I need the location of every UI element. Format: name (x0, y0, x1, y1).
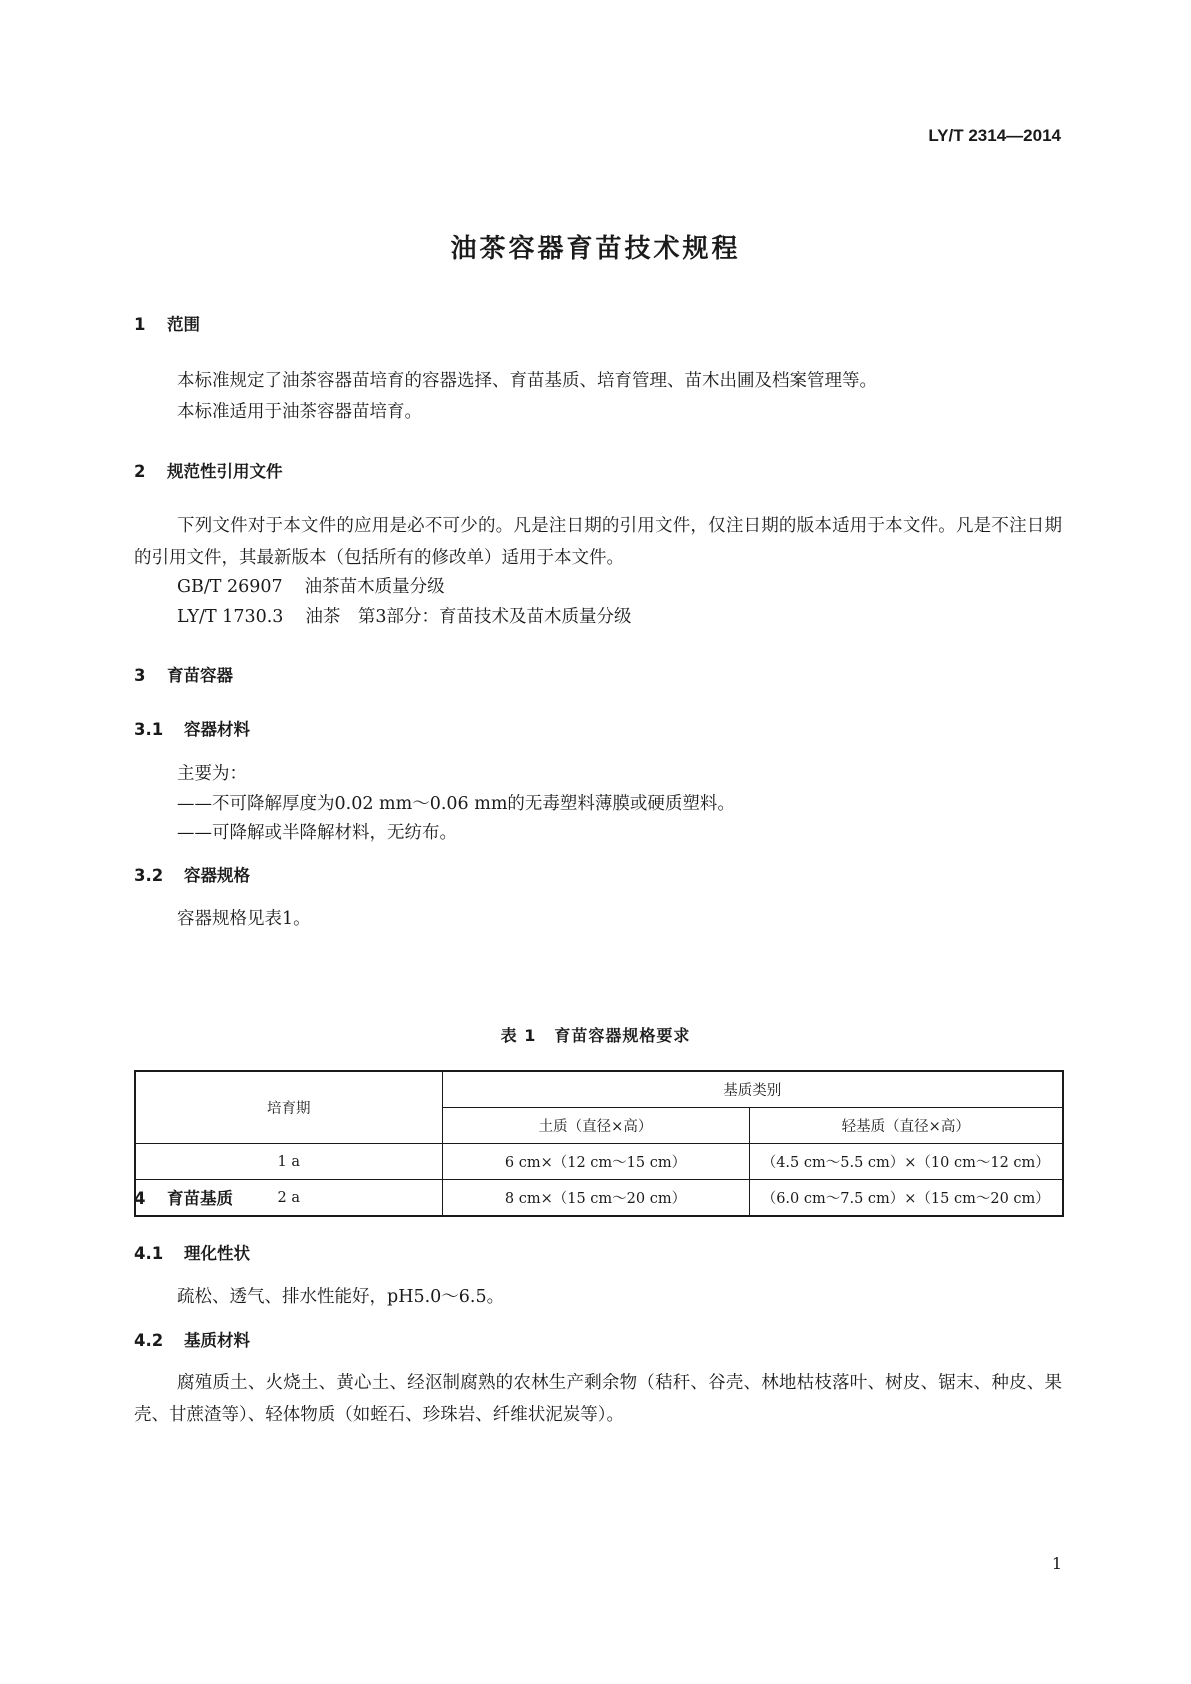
section-3-heading (134, 662, 233, 686)
section-4-2-heading (134, 1327, 250, 1351)
section-title: 基质材料 (184, 1331, 250, 1350)
section-title: 育苗容器 (167, 666, 233, 685)
header-cell-substrate-type: 基质类别 (442, 1071, 1063, 1108)
section-1-paragraph-1: 本标准规定了油茶容器苗培育的容器选择、育苗基质、培育管理、苗木出圃及档案管理等。 (177, 371, 877, 391)
section-number: 4 (134, 1189, 146, 1208)
section-4-2-text: 腐殖质土、火烧土、黄心土、经沤制腐熟的农林生产剩余物（秸秆、谷壳、林地枯枝落叶、树皮、锯末、种皮、果壳、甘蔗渣等）、轻体物质（如蛭石、珍珠岩、纤维状泥炭等）。 (134, 1373, 1062, 1425)
section-number: 3.1 (134, 720, 164, 739)
standard-code: LY/T 2314—2014 (928, 126, 1061, 145)
document-title: 油茶容器育苗技术规程 (450, 234, 741, 264)
section-4-1-text: 疏松、透气、排水性能好，pH5.0～6.5。 (177, 1287, 505, 1307)
table-header-row (135, 1071, 1063, 1108)
section-4-heading (134, 1185, 233, 1209)
table-title: 育苗容器规格要求 (554, 1026, 691, 1045)
section-2-paragraph: 下列文件对于本文件的应用是必不可少的。凡是注日期的引用文件，仅注日期的版本适用于本文件。凡是不注日期的引用文件，其最新版本（包括所有的修改单）适用于本文件。 (134, 516, 1062, 568)
section-3-1-heading (134, 716, 250, 740)
section-3-2-heading (134, 862, 250, 886)
section-2-heading (134, 458, 283, 482)
section-number: 4.1 (134, 1244, 164, 1263)
section-1-heading (134, 311, 200, 335)
section-1-paragraph-2: 本标准适用于油茶容器苗培育。 (177, 402, 422, 422)
container-spec-table (134, 1070, 1064, 1217)
header-cell-period: 培育期 (135, 1071, 442, 1144)
section-3-2-text: 容器规格见表1。 (177, 909, 311, 929)
section-title: 育苗基质 (167, 1189, 233, 1208)
header-cell-light-substrate: 轻基质（直径×高） (749, 1108, 1063, 1144)
table-row (135, 1180, 1063, 1217)
section-number: 2 (134, 462, 146, 481)
section-number: 3.2 (134, 866, 164, 885)
cell-soil-spec: 8 cm×（15 cm～20 cm） (442, 1180, 749, 1217)
header-cell-soil: 土质（直径×高） (442, 1108, 749, 1144)
section-title: 范围 (167, 315, 200, 334)
table-label: 表 1 (500, 1026, 537, 1045)
cell-period: 1 a (135, 1144, 442, 1180)
section-title: 规范性引用文件 (167, 462, 283, 481)
section-title: 容器规格 (184, 866, 250, 885)
section-title: 理化性状 (184, 1244, 250, 1263)
reference-title: 油茶 第3部分：育苗技术及苗木质量分级 (305, 607, 632, 627)
section-number: 3 (134, 666, 146, 685)
cell-light-spec: （4.5 cm～5.5 cm）×（10 cm～12 cm） (749, 1144, 1063, 1180)
page-number: 1 (1051, 1554, 1062, 1573)
cell-soil-spec: 6 cm×（12 cm～15 cm） (442, 1144, 749, 1180)
section-4-1-heading (134, 1240, 250, 1264)
section-3-1-intro: 主要为： (177, 764, 247, 784)
list-item: ——可降解或半降解材料，无纺布。 (177, 823, 457, 843)
list-item: ——不可降解厚度为0.02 mm～0.06 mm的无毒塑料薄膜或硬质塑料。 (177, 794, 735, 814)
section-number: 1 (134, 315, 146, 334)
table-row (135, 1144, 1063, 1180)
reference-title: 油茶苗木质量分级 (304, 577, 445, 597)
reference-item (177, 573, 445, 598)
reference-code: GB/T 26907 (177, 577, 283, 597)
cell-light-spec: （6.0 cm～7.5 cm）×（15 cm～20 cm） (749, 1180, 1063, 1217)
section-number: 4.2 (134, 1331, 164, 1350)
table-caption (0, 1023, 1191, 1046)
reference-code: LY/T 1730.3 (177, 607, 284, 627)
cell-period: 2 a (135, 1180, 442, 1217)
reference-item (177, 603, 632, 628)
section-title: 容器材料 (184, 720, 250, 739)
